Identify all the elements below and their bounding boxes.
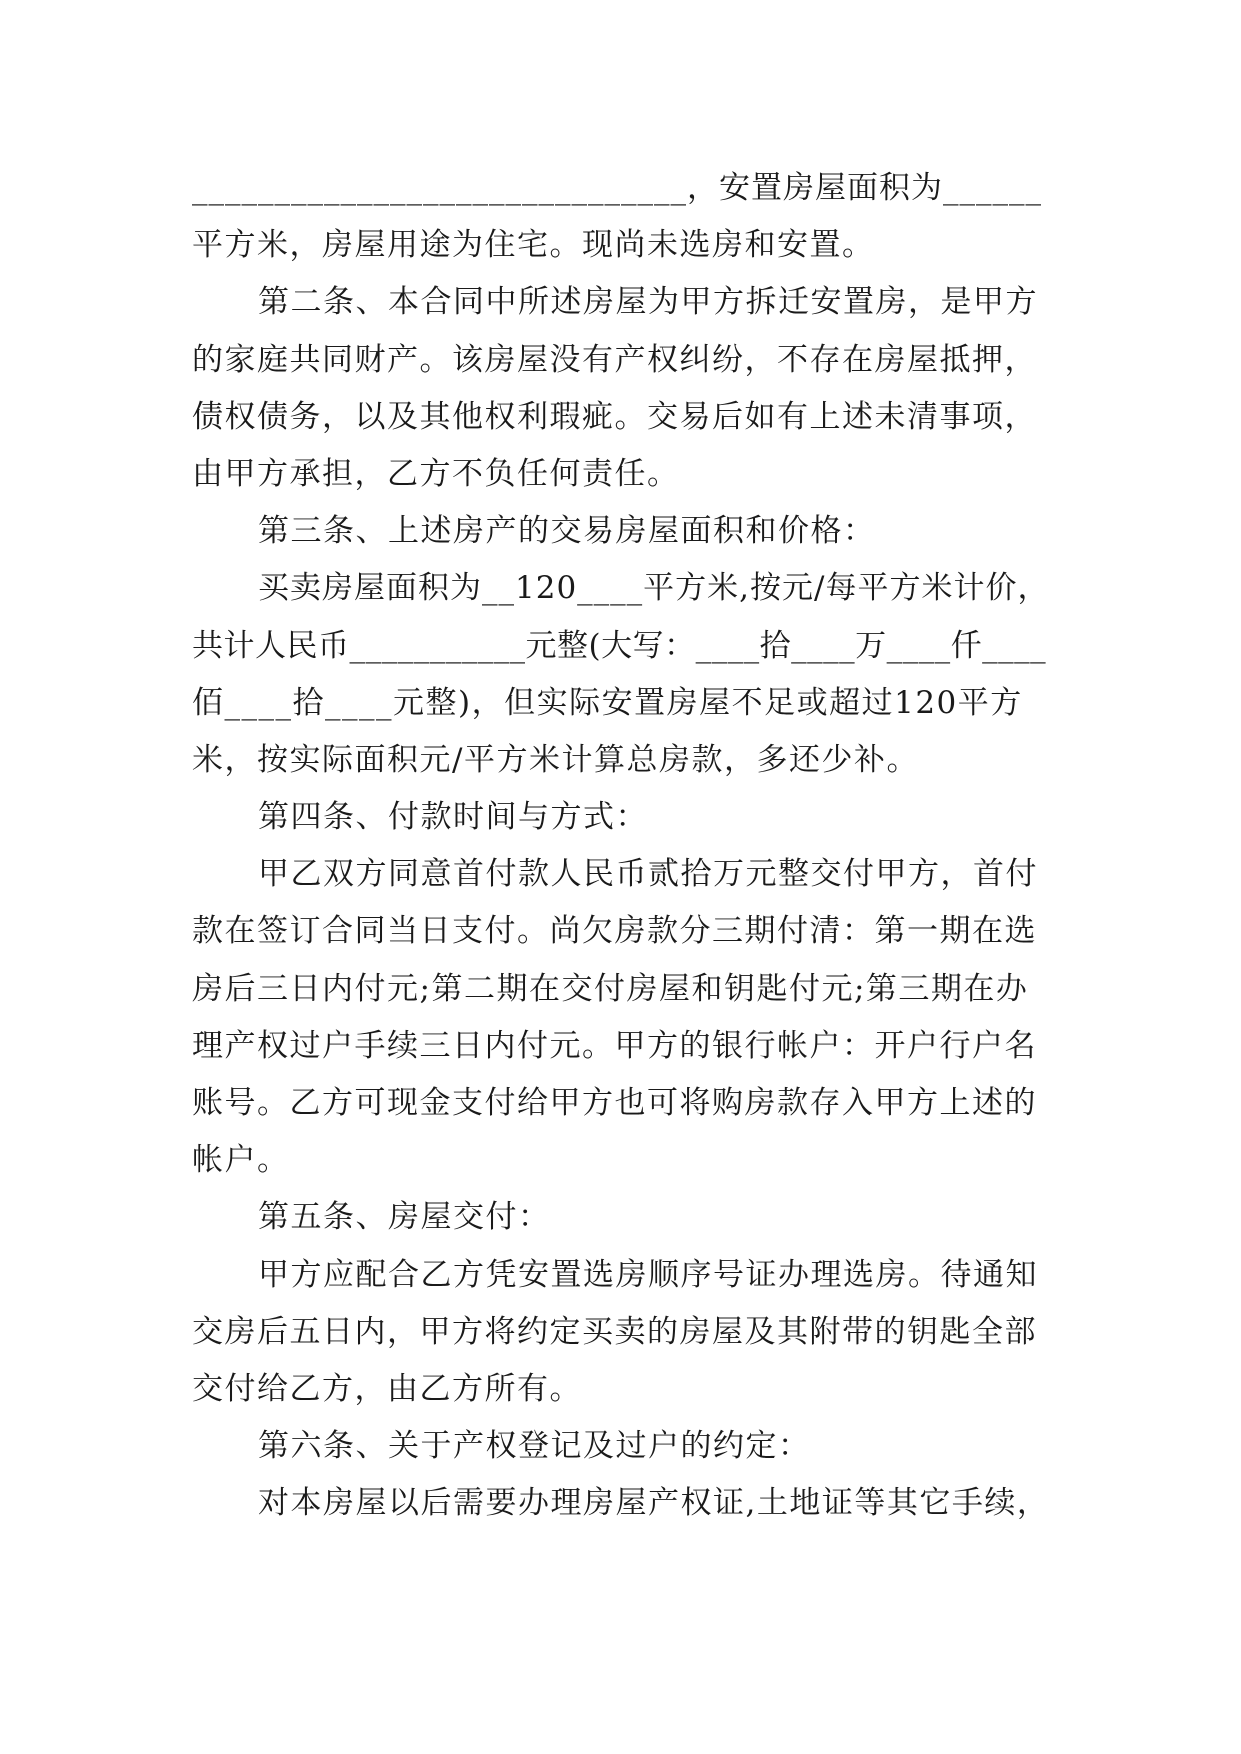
text-line: ______________________________，安置房屋面积为______ — [192, 170, 1042, 206]
text-line: 款在签订合同当日支付。尚欠房款分三期付清：第一期在选 — [192, 913, 1037, 949]
clause-heading: 第五条、房屋交付： — [258, 1199, 551, 1235]
text-line: 的家庭共同财产。该房屋没有产权纠纷，不存在房屋抵押， — [192, 342, 1037, 378]
text-line: 甲乙双方同意首付款人民币贰拾万元整交付甲方，首付 — [258, 856, 1038, 892]
text-line: 交房后五日内，甲方将约定买卖的房屋及其附带的钥匙全部 — [192, 1314, 1037, 1350]
clause-heading: 第二条、本合同中所述房屋为甲方拆迁安置房，是甲方 — [258, 284, 1038, 320]
text-line: 账号。乙方可现金支付给甲方也可将购房款存入甲方上述的 — [192, 1085, 1037, 1121]
text-line: 共计人民币___________元整(大写：____拾____万____仟____ — [192, 628, 1047, 664]
text-line: 平方米，房屋用途为住宅。现尚未选房和安置。 — [192, 227, 875, 263]
clause-heading: 第四条、付款时间与方式： — [258, 799, 648, 835]
text-line: 帐户。 — [192, 1142, 290, 1178]
clause-heading: 第三条、上述房产的交易房屋面积和价格： — [258, 513, 876, 549]
text-line: 债权债务，以及其他权利瑕疵。交易后如有上述未清事项， — [192, 399, 1037, 435]
text-line: 交付给乙方，由乙方所有。 — [192, 1371, 582, 1407]
text-line: 房后三日内付元;第二期在交付房屋和钥匙付元;第三期在办 — [192, 971, 1029, 1007]
text-line: 理产权过户手续三日内付元。甲方的银行帐户：开户行户名 — [192, 1028, 1037, 1064]
text-line: 由甲方承担，乙方不负任何责任。 — [192, 456, 680, 492]
clause-heading: 第六条、关于产权登记及过户的约定： — [258, 1428, 811, 1464]
text-line: 米，按实际面积元/平方米计算总房款，多还少补。 — [192, 742, 919, 778]
text-line: 买卖房屋面积为__120____平方米,按元/每平方米计价， — [258, 570, 1050, 606]
text-line: 甲方应配合乙方凭安置选房顺序号证办理选房。待通知 — [258, 1257, 1038, 1293]
text-line: 佰____拾____元整)，但实际安置房屋不足或超过120平方 — [192, 685, 1023, 721]
text-line: 对本房屋以后需要办理房屋产权证,土地证等其它手续， — [258, 1485, 1050, 1521]
